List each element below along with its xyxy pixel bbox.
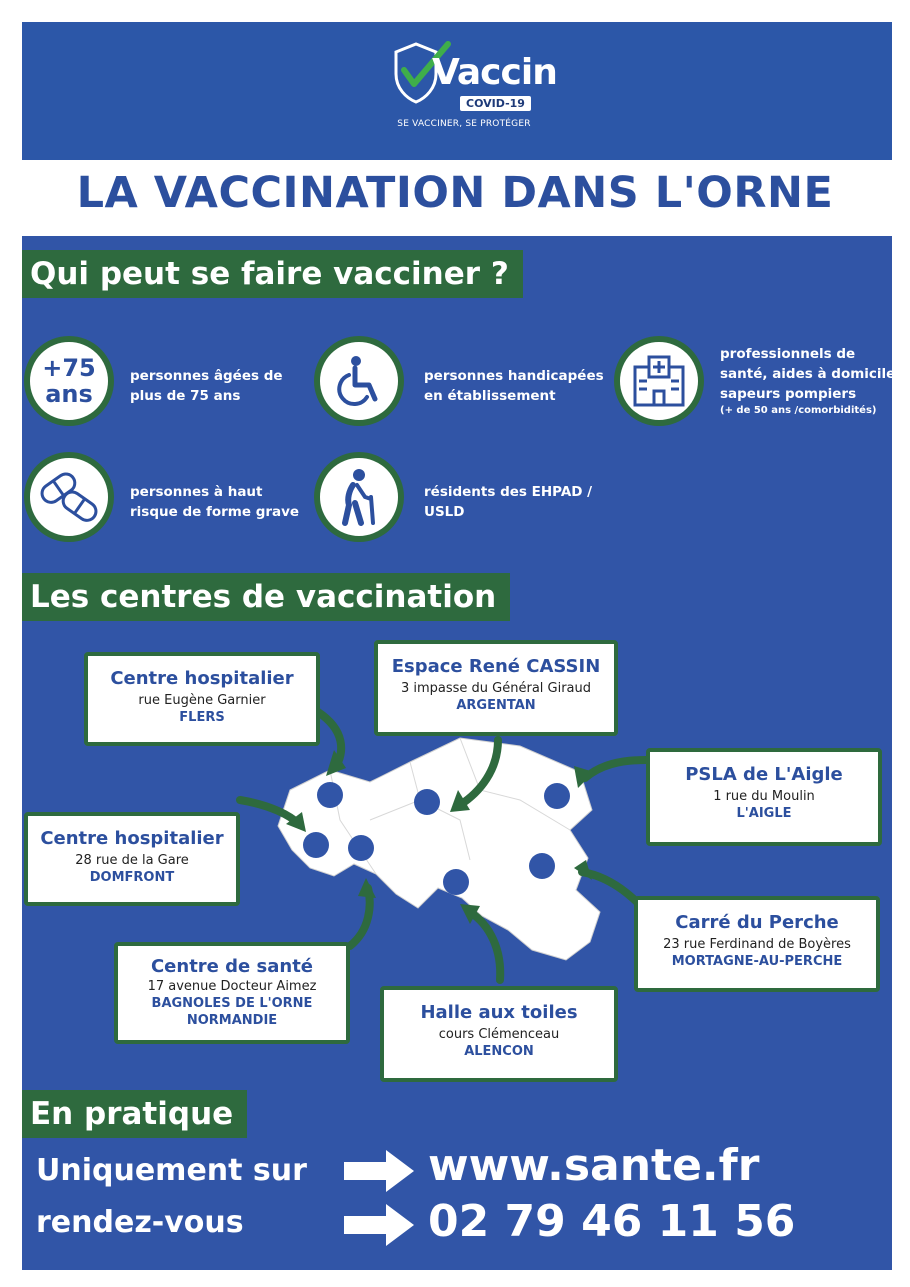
centre-address: 28 rue de la Gare <box>75 853 189 868</box>
centre-city: ALENCON <box>464 1044 534 1059</box>
centre-card-mortagne <box>634 896 880 992</box>
category-note: (+ de 50 ans /comorbidités) <box>720 405 877 416</box>
centre-name: Carré du Perche <box>675 912 839 933</box>
centre-address: 17 avenue Docteur Aimez <box>147 979 317 994</box>
centre-name: Espace René CASSIN <box>391 656 601 677</box>
centre-city: FLERS <box>179 710 225 725</box>
website-link[interactable]: www.sante.fr <box>428 1140 760 1191</box>
logo-word: Vaccin <box>432 52 557 93</box>
category-line: professionnels de <box>720 346 856 362</box>
centre-city: BAGNOLES DE L'ORNE <box>151 996 313 1011</box>
arrow-right-icon <box>342 1202 416 1248</box>
centre-name: Centre hospitalier <box>40 828 224 849</box>
centres-heading: Les centres de vaccination <box>22 573 510 621</box>
centre-card-domfront <box>24 812 240 906</box>
centre-card-laigle <box>646 748 882 846</box>
logo-covid-badge: COVID-19 <box>460 96 531 111</box>
pratique-line-2: rendez-vous <box>36 1205 244 1240</box>
who-heading: Qui peut se faire vacciner ? <box>22 250 523 298</box>
category-line: personnes âgées de <box>130 368 283 384</box>
centre-city-line2: NORMANDIE <box>186 1013 278 1028</box>
centre-card-argentan <box>374 640 618 736</box>
category-line: personnes à haut <box>130 484 263 500</box>
category-line: santé, aides à domicile, <box>720 366 901 382</box>
phone-number[interactable]: 02 79 46 11 56 <box>428 1196 796 1247</box>
category-line: risque de forme grave <box>130 504 300 520</box>
logo-tagline: SE VACCINER, SE PROTÉGER <box>397 119 531 129</box>
centre-card-alencon <box>380 986 618 1082</box>
centre-name: PSLA de L'Aigle <box>685 764 843 785</box>
category-line: personnes handicapées <box>424 368 604 384</box>
page-title: LA VACCINATION DANS L'ORNE <box>76 168 834 218</box>
centre-name: Centre hospitalier <box>110 668 294 689</box>
pratique-heading: En pratique <box>22 1090 247 1138</box>
category-line: résidents des EHPAD / <box>424 484 593 500</box>
centre-name: Halle aux toiles <box>420 1002 578 1023</box>
age-ans-label: ans <box>45 380 93 408</box>
centre-address: 3 impasse du Général Giraud <box>400 681 592 696</box>
centre-card-flers <box>84 652 320 746</box>
centre-address: rue Eugène Garnier <box>138 693 266 708</box>
centre-city: ARGENTAN <box>456 698 536 713</box>
centre-name: Centre de santé <box>150 956 314 977</box>
age-75-label: +75 <box>42 354 96 382</box>
centre-address: cours Clémenceau <box>438 1027 560 1042</box>
arrow-right-icon <box>342 1148 416 1194</box>
centre-city: L'AIGLE <box>736 806 792 821</box>
centre-address: 1 rue du Moulin <box>713 789 815 804</box>
category-line: USLD <box>424 504 465 520</box>
centre-city: MORTAGNE-AU-PERCHE <box>671 954 843 969</box>
centre-address: 23 rue Ferdinand de Boyères <box>663 937 851 952</box>
category-line: sapeurs pompiers <box>720 386 857 402</box>
pratique-line-1: Uniquement sur <box>36 1153 307 1188</box>
centre-city: DOMFRONT <box>89 870 175 885</box>
centre-card-bagnoles <box>114 942 350 1044</box>
category-line: plus de 75 ans <box>130 388 241 404</box>
category-line: en établissement <box>424 388 556 404</box>
